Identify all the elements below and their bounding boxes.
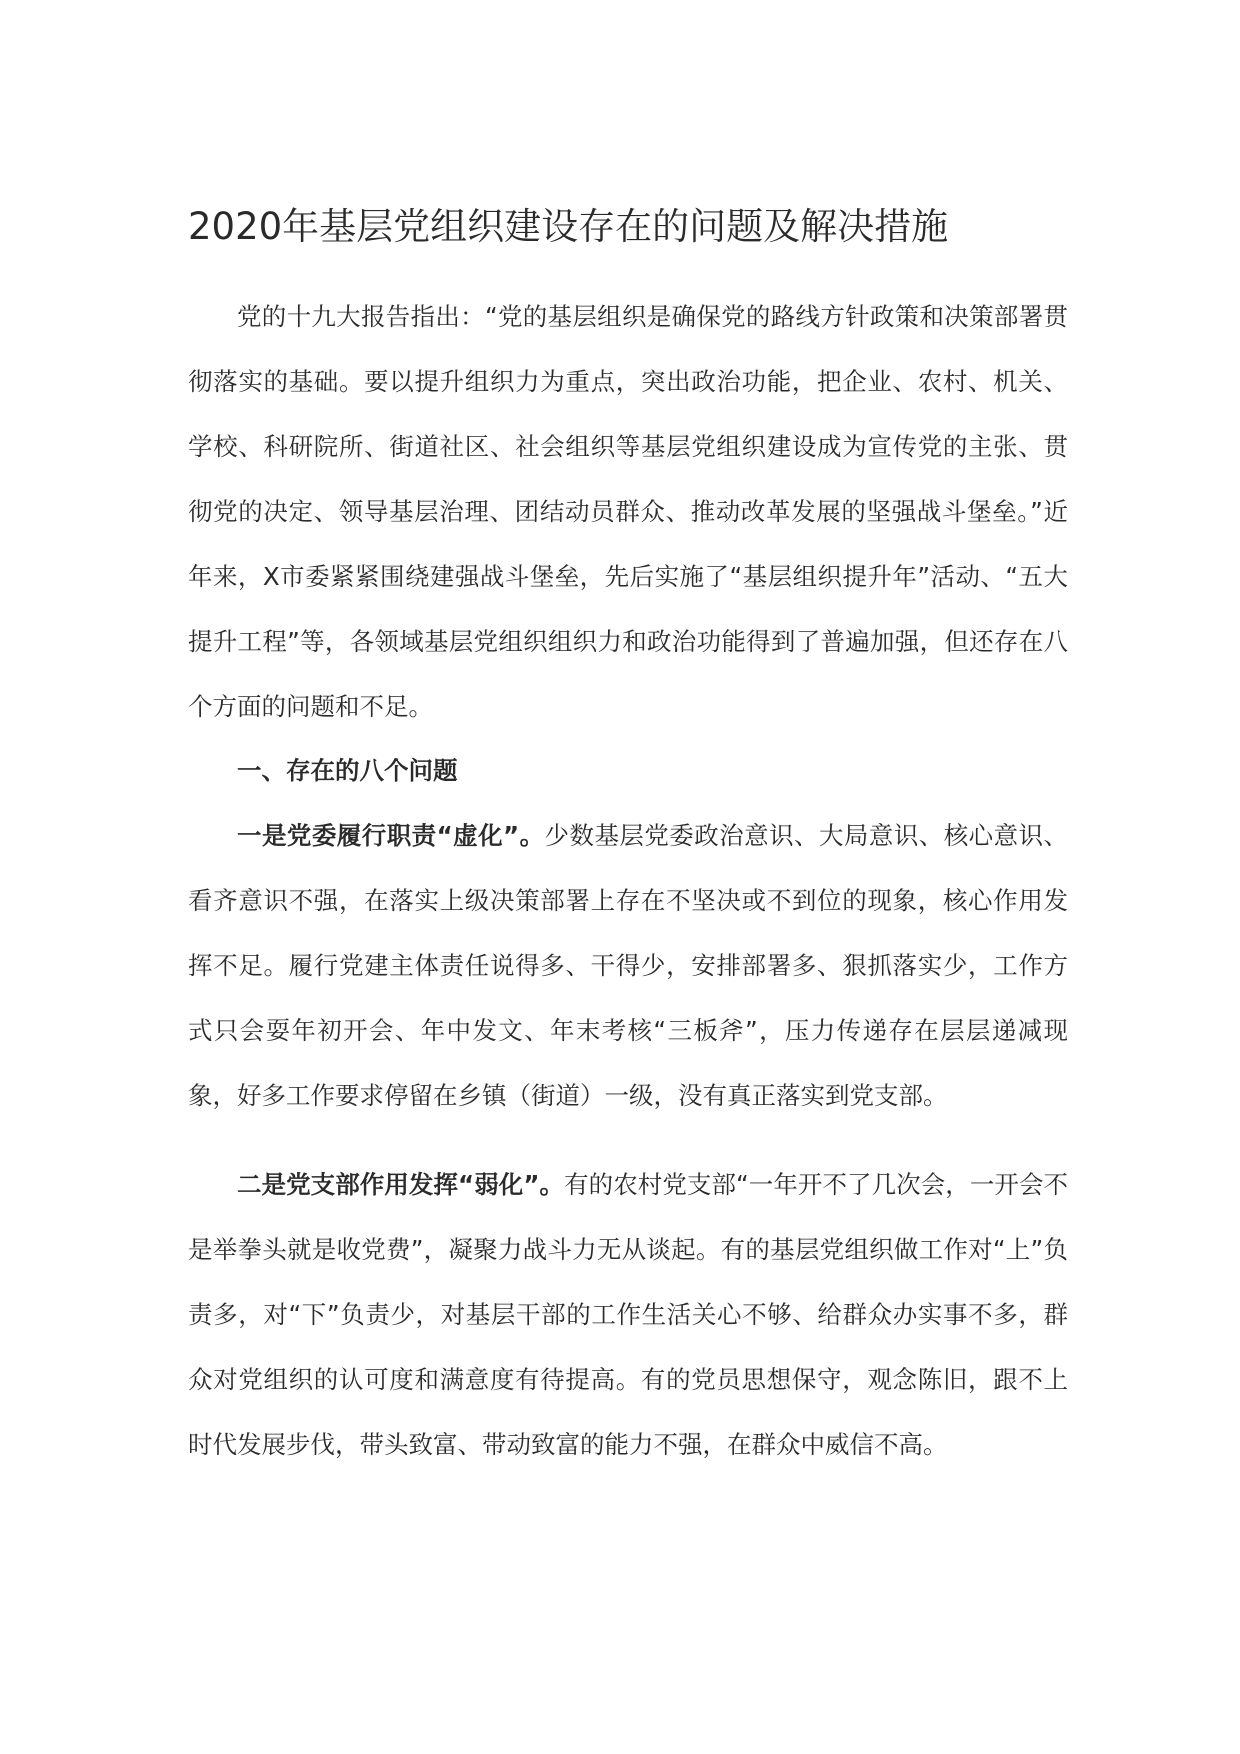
problem-paragraph-2: [188, 1152, 1068, 1477]
problem-text-2: 有的农村党支部“一年开不了几次会，一开会不是举拳头就是收党费”，凝聚力战斗力无从谈起。有的基层党组织做工作对“上”负责多，对“下”负责少，对基层干部的工作生活关心不够、给群众办实事不多，群众对党组织的认可度和满意度有待提高。有的党员思想保守，观念陈旧，跟不上时代发展步伐，带头致富、带动致富的能力不强，在群众中威信不高。: [188, 1170, 1069, 1459]
problem-text-1: 少数基层党委政治意识、大局意识、核心意识、看齐意识不强，在落实上级决策部署上存在不坚决或不到位的现象，核心作用发挥不足。履行党建主体责任说得多、干得少，安排部署多、狠抓落实少，工作方式只会耍年初开会、年中发文、年末考核“三板斧”，压力传递存在层层递减现象，好多工作要求停留在乡镇（街道）一级，没有真正落实到党支部。: [188, 821, 1069, 1110]
problem-lead-1: 一是党委履行职责“虚化”。: [237, 821, 545, 850]
problem-paragraph-1: [188, 803, 1068, 1128]
section-heading: 一、存在的八个问题: [237, 756, 458, 785]
document-title: 2020年基层党组织建设存在的问题及解决措施: [188, 205, 949, 248]
problem-lead-2: 二是党支部作用发挥“弱化”。: [237, 1170, 565, 1199]
intro-paragraph: 党的十九大报告指出：“党的基层组织是确保党的路线方针政策和决策部署贯彻落实的基础。要以提升组织力为重点，突出政治功能，把企业、农村、机关、学校、科研院所、街道社区、社会组织等基层党组织建设成为宣传党的主张、贯彻党的决定、领导基层治理、团结动员群众、推动改革发展的坚强战斗堡垒。”近年来，X市委紧紧围绕建强战斗堡垒，先后实施了“基层组织提升年”活动、“五大提升工程”等，各领域基层党组织组织力和政治功能得到了普遍加强，但还存在八个方面的问题和不足。: [188, 302, 1068, 721]
